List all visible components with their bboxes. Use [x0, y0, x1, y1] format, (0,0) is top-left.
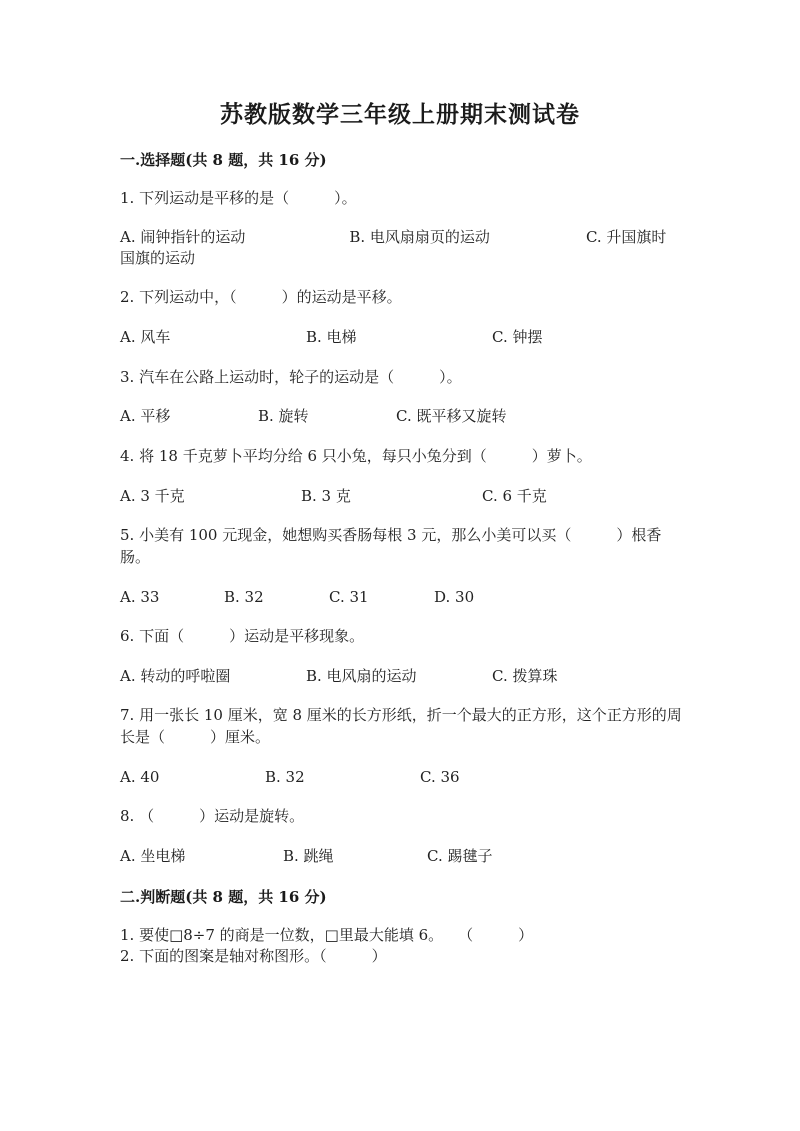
option-a: A. 3 千克 — [120, 487, 185, 505]
option-c: C. 36 — [420, 768, 460, 786]
option-b: B. 电风扇的运动 — [306, 667, 417, 685]
question-5-text: 5. 小美有 100 元现金，她想购买香肠每根 3 元，那么小美可以买（ ）根香肠。 — [120, 526, 662, 566]
option-c: C. 31 — [329, 588, 369, 606]
option-c: C. 钟摆 — [492, 328, 543, 346]
option-c: C. 踢毽子 — [427, 847, 493, 865]
option-c: C. 既平移又旋转 — [396, 407, 507, 425]
option-c: C. 升国旗时国旗的运动 — [120, 228, 667, 267]
question-7-options — [120, 766, 690, 788]
option-b: B. 电风扇扇页的运动 — [349, 228, 490, 246]
option-b: B. 旋转 — [258, 407, 309, 425]
question-3-options — [120, 405, 690, 427]
judgement-question-1-text: 1. 要使□8÷7 的商是一位数，□里最大能填 6。 （ ） — [120, 926, 534, 944]
question-2-text: 2. 下列运动中，（ ）的运动是平移。 — [120, 288, 402, 306]
option-a: A. 风车 — [120, 328, 171, 346]
option-a: A. 坐电梯 — [120, 847, 186, 865]
question-1-text: 1. 下列运动是平移的是（ ）。 — [120, 189, 357, 207]
option-a: A. 转动的呼啦圈 — [120, 667, 231, 685]
question-1-options — [120, 227, 680, 269]
option-b: B. 32 — [224, 588, 264, 606]
question-2-options — [120, 326, 690, 348]
question-4-options — [120, 485, 690, 507]
judgement-question-2-text: 2. 下面的图案是轴对称图形。（ ） — [120, 947, 387, 965]
option-a: A. 闹钟指针的运动 — [120, 228, 246, 246]
option-a: A. 平移 — [120, 407, 171, 425]
option-b: B. 32 — [265, 768, 305, 786]
page-title: 苏教版数学三年级上册期末测试卷 — [220, 101, 580, 128]
question-8-options — [120, 845, 690, 867]
question-3-text: 3. 汽车在公路上运动时，轮子的运动是（ ）。 — [120, 368, 462, 386]
option-b: B. 电梯 — [306, 328, 357, 346]
section-heading-choice: 一.选择题(共 8 题，共 16 分) — [120, 151, 327, 169]
option-b: B. 跳绳 — [283, 847, 334, 865]
option-d: D. 30 — [434, 588, 475, 606]
question-6-options — [120, 665, 690, 687]
question-4-text: 4. 将 18 千克萝卜平均分给 6 只小兔，每只小兔分到（ ）萝卜。 — [120, 447, 592, 465]
option-b: B. 3 克 — [301, 487, 351, 505]
question-6-text: 6. 下面（ ）运动是平移现象。 — [120, 627, 365, 645]
question-5-options — [120, 586, 690, 608]
question-8-text: 8. （ ）运动是旋转。 — [120, 807, 305, 825]
option-c: C. 拨算珠 — [492, 667, 558, 685]
question-7-text: 7. 用一张长 10 厘米，宽 8 厘米的长方形纸，折一个最大的正方形，这个正方形的周长是（ ）厘米。 — [120, 706, 682, 746]
option-a: A. 40 — [120, 768, 160, 786]
option-c: C. 6 千克 — [482, 487, 547, 505]
option-a: A. 33 — [120, 588, 160, 606]
section-heading-judgement: 二.判断题(共 8 题，共 16 分) — [120, 888, 327, 906]
